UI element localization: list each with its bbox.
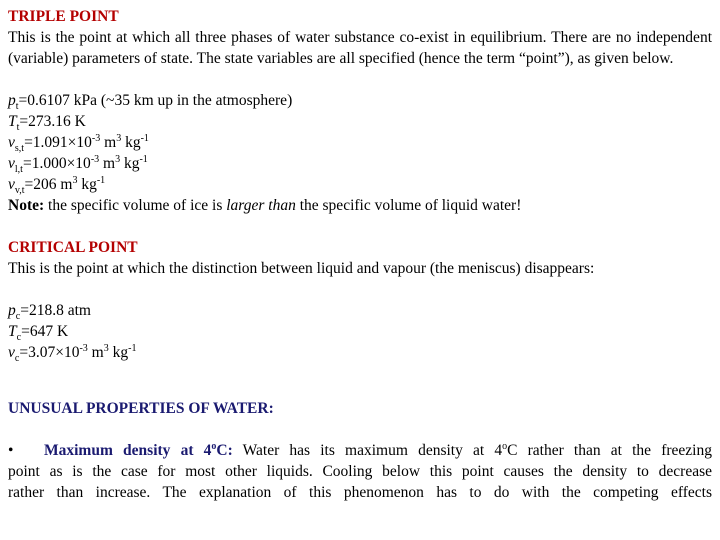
critical-point-heading: CRITICAL POINT [8,239,138,256]
ice-volume-value: =1.091×10 [24,134,92,151]
ice-volume-symbol: v [8,134,15,151]
pressure-subscript: t [15,101,19,112]
critical-temperature-line: $T_c=647$ K [8,323,69,343]
temperature-subscript: t [16,122,20,133]
temperature-symbol: T [8,113,17,130]
note-label: Note: [8,197,45,214]
bullet-icon: • [8,442,14,459]
triple-pressure-line [8,90,712,111]
critical-point-intro: This is the point at which the distinction between liquid and vapour (the meniscus) disappears: [8,260,595,277]
triple-temperature-value: =273.16 K [19,113,86,130]
triple-temperature-line [8,111,712,132]
max-density-line-3: rather than increase. The explanation of this phenomenon has to do with the competing effects [8,484,712,501]
vapour-volume-symbol: v [8,176,15,193]
liquid-volume-subscript: l,t [14,164,23,175]
critical-temperature-value: =647 K [21,323,69,340]
pressure-symbol: p [8,92,16,109]
max-density-item: • Maximum density at 4$^o$C: Water has its maximum density at 4$^o$C rather than at the freezing [8,441,712,459]
ice-volume-subscript: s,t [14,143,25,154]
triple-note: Note: the specific volume of ice is larger than the specific volume of liquid water! [8,197,522,214]
max-density-label: Maximum density at 4$^o$C: [44,441,233,459]
triple-pressure-value: =0.6107 kPa (~35 km up in the atmosphere) [18,92,293,109]
unusual-properties-heading: UNUSUAL PROPERTIES OF WATER: [8,400,274,417]
liquid-volume-value: =1.000×10 [22,155,91,172]
liquid-volume-symbol: v [8,155,15,172]
vapour-volume-value: =206 m [24,176,73,193]
triple-ice-volume-line: $v_{s,t}=1.091\times 10^{-3}$ $m^3$ $kg^{-1}$ [8,133,149,154]
max-density-line-2: point as is the case for most other liquids. Cooling below this point causes the density to decrease [8,463,712,480]
critical-volume-value: =3.07×10 [19,344,80,361]
triple-point-intro: This is the point at which all three phases of water substance co-exist in equilibrium. There are no independent (variable) parameters of state. The state variables are all specified (hence the term “point”), as given below. [8,29,712,67]
critical-volume-line: $v_c=3.07\times 10^{-3}$ $m^3$ $kg^{-1}$ [8,343,137,364]
triple-liquid-volume-line: $v_{l,t}=1.000\times 10^{-3}$ $m^3$ $kg^{-1}$ [8,154,148,175]
triple-point-heading: TRIPLE POINT [8,8,119,25]
note-emphasis: larger than [226,197,296,214]
critical-pressure-value: =218.8 atm [20,302,91,319]
triple-vapour-volume-line: $v_{v,t}=206$ $m^3$ $kg^{-1}$ [8,175,106,196]
vapour-volume-subscript: v,t [14,185,25,196]
critical-pressure-line: $p_c=218.8$ atm [8,302,91,322]
